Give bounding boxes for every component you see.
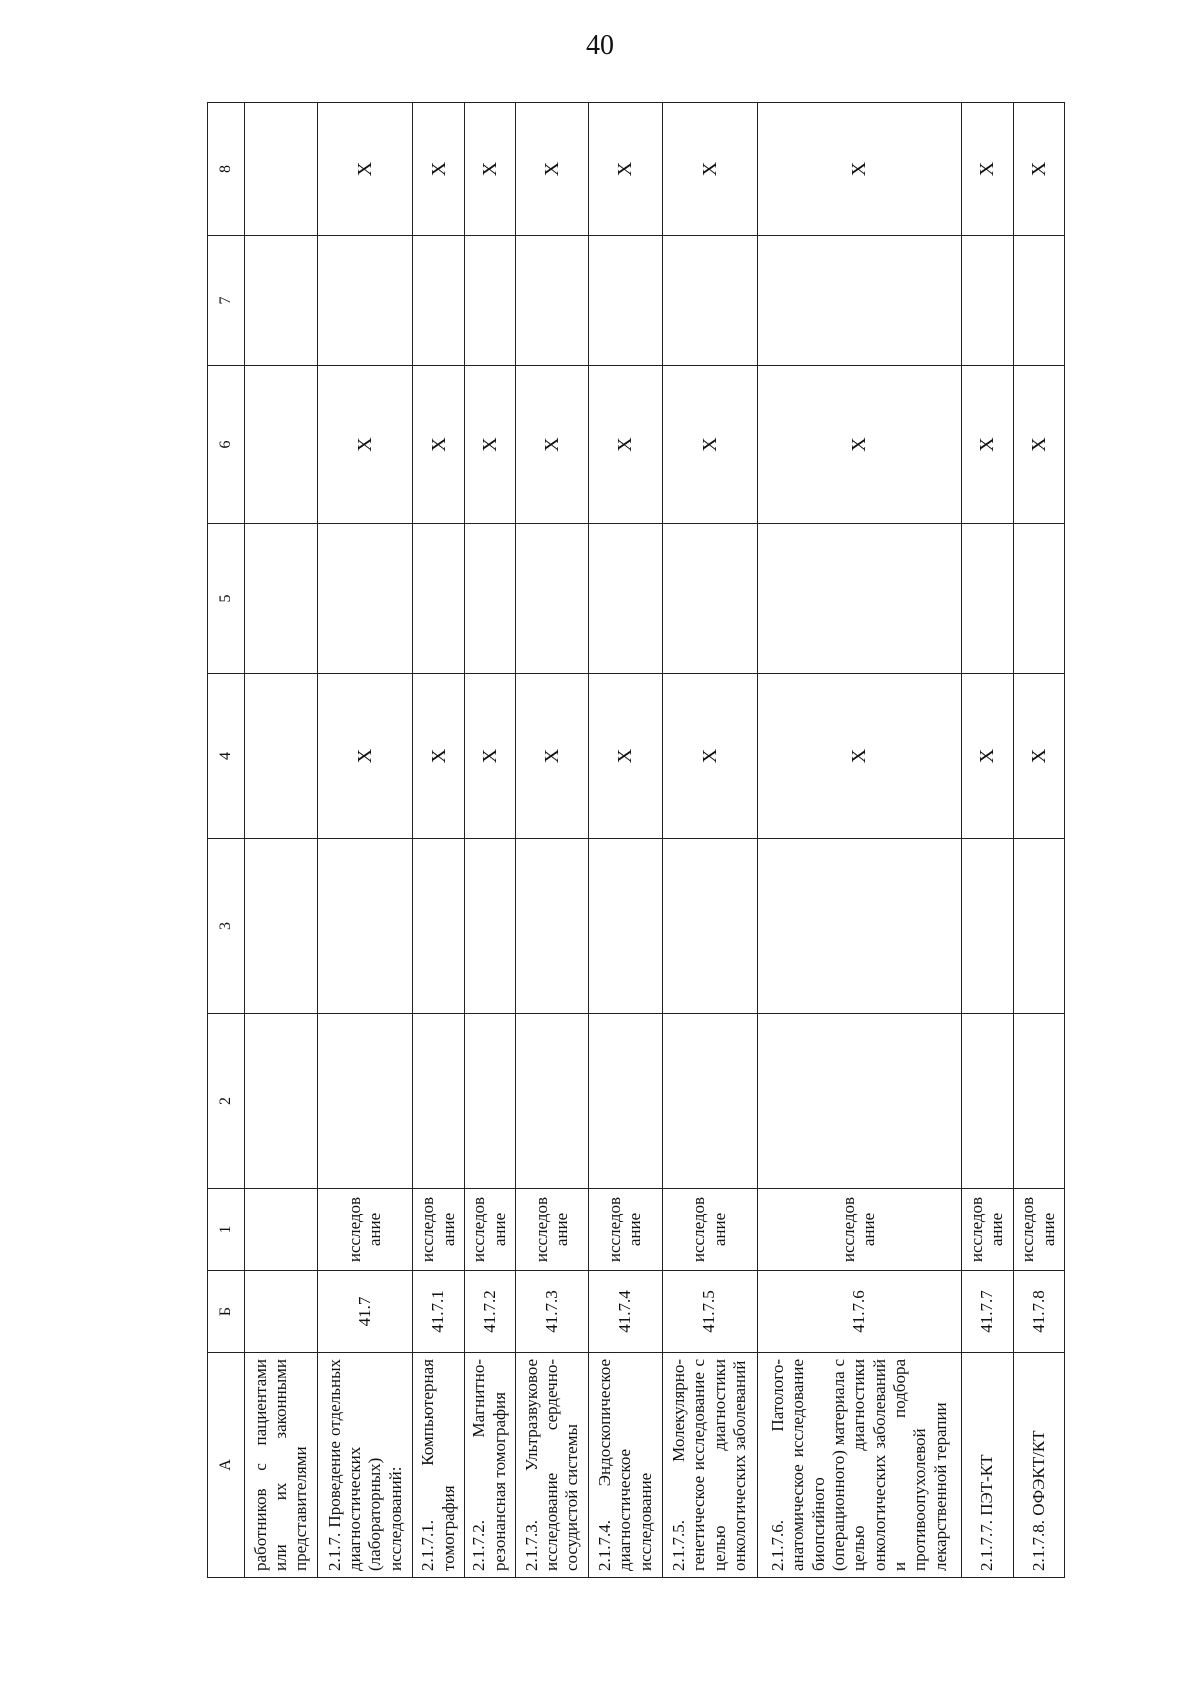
cell-col-3 xyxy=(464,839,515,1014)
cell-code: 41.7.7 xyxy=(962,1271,1013,1353)
cell-col-4: Х xyxy=(757,674,962,839)
cell-unit: исследование xyxy=(662,1189,757,1271)
cell-col-8: Х xyxy=(1013,103,1064,236)
cell-col-3 xyxy=(1013,839,1064,1014)
cell-col-6: Х xyxy=(962,366,1013,524)
cell-code: 41.7.6 xyxy=(757,1271,962,1353)
cell-name: 2.1.7. Проведение отдельных диагностических (лабораторных) исследований: xyxy=(318,1353,413,1578)
cell-col-3 xyxy=(516,839,589,1014)
table-row xyxy=(245,103,318,1578)
cell-col-8: Х xyxy=(962,103,1013,236)
cell-code: 41.7 xyxy=(318,1271,413,1353)
table-row xyxy=(318,103,413,1578)
cell-unit: исследование xyxy=(464,1189,515,1271)
header-cell-3: 3 xyxy=(208,839,245,1014)
header-cell-5: 5 xyxy=(208,524,245,674)
cell-col-4: Х xyxy=(318,674,413,839)
cell-col-5 xyxy=(962,524,1013,674)
cell-col-6: Х xyxy=(318,366,413,524)
page-number: 40 xyxy=(586,30,614,61)
cell-col-7 xyxy=(757,236,962,366)
cell-name: 2.1.7.5. Молекулярно-генетическое исследование с целью диагностики онкологических заболеваний xyxy=(662,1353,757,1578)
cell-col-4: Х xyxy=(662,674,757,839)
header-cell-7: 7 xyxy=(208,236,245,366)
cell-col-5 xyxy=(757,524,962,674)
cell-name: 2.1.7.7. ПЭТ-КТ xyxy=(962,1353,1013,1578)
cell-col-3 xyxy=(245,839,318,1014)
rotated-table-container xyxy=(207,103,1065,1578)
cell-name: 2.1.7.6. Патолого-анатомическое исследование биопсийного (операционного) материала с целью диагностики онкологических заболеваний и подбора противоопухолевой лекарственной терапии xyxy=(757,1353,962,1578)
cell-col-5 xyxy=(662,524,757,674)
cell-col-5 xyxy=(464,524,515,674)
cell-col-8 xyxy=(245,103,318,236)
table-row xyxy=(589,103,662,1578)
cell-col-5 xyxy=(318,524,413,674)
cell-col-4: Х xyxy=(589,674,662,839)
cell-col-2 xyxy=(589,1014,662,1189)
cell-unit: исследование xyxy=(962,1189,1013,1271)
header-cell-4: 4 xyxy=(208,674,245,839)
cell-col-4 xyxy=(245,674,318,839)
table-row xyxy=(962,103,1013,1578)
cell-col-6: Х xyxy=(516,366,589,524)
cell-col-2 xyxy=(962,1014,1013,1189)
cell-code: 41.7.8 xyxy=(1013,1271,1064,1353)
cell-name: 2.1.7.4. Эндоскопическое диагностическое исследование xyxy=(589,1353,662,1578)
cell-col-4: Х xyxy=(1013,674,1064,839)
cell-col-2 xyxy=(413,1014,464,1189)
cell-col-3 xyxy=(757,839,962,1014)
cell-col-3 xyxy=(662,839,757,1014)
cell-col-3 xyxy=(413,839,464,1014)
table-row xyxy=(1013,103,1064,1578)
cell-col-8: Х xyxy=(318,103,413,236)
table-row xyxy=(413,103,464,1578)
cell-col-5 xyxy=(516,524,589,674)
services-table xyxy=(207,102,1065,1578)
cell-col-3 xyxy=(962,839,1013,1014)
table-row xyxy=(464,103,515,1578)
cell-col-8: Х xyxy=(662,103,757,236)
cell-col-5 xyxy=(413,524,464,674)
header-cell-2: 2 xyxy=(208,1014,245,1189)
cell-col-4: Х xyxy=(464,674,515,839)
cell-col-6: Х xyxy=(589,366,662,524)
cell-col-2 xyxy=(757,1014,962,1189)
table-row xyxy=(662,103,757,1578)
cell-code: 41.7.2 xyxy=(464,1271,515,1353)
cell-col-4: Х xyxy=(962,674,1013,839)
cell-code: 41.7.1 xyxy=(413,1271,464,1353)
cell-col-6 xyxy=(245,366,318,524)
cell-col-2 xyxy=(464,1014,515,1189)
cell-name: 2.1.7.1. Компьютерная томография xyxy=(413,1353,464,1578)
header-cell-8: 8 xyxy=(208,103,245,236)
cell-code: 41.7.3 xyxy=(516,1271,589,1353)
table-row xyxy=(516,103,589,1578)
cell-code: 41.7.5 xyxy=(662,1271,757,1353)
cell-col-7 xyxy=(516,236,589,366)
cell-col-2 xyxy=(662,1014,757,1189)
cell-name: 2.1.7.3. Ультразвуковое исследование сердечно-сосудистой системы xyxy=(516,1353,589,1578)
cell-col-8: Х xyxy=(464,103,515,236)
cell-col-6: Х xyxy=(413,366,464,524)
cell-col-6: Х xyxy=(757,366,962,524)
cell-code xyxy=(245,1271,318,1353)
cell-code: 41.7.4 xyxy=(589,1271,662,1353)
cell-col-7 xyxy=(464,236,515,366)
cell-col-8: Х xyxy=(589,103,662,236)
header-cell-a: А xyxy=(208,1353,245,1578)
cell-name: 2.1.7.8. ОФЭКТ/КТ xyxy=(1013,1353,1064,1578)
cell-unit: исследование xyxy=(318,1189,413,1271)
cell-col-2 xyxy=(245,1014,318,1189)
table-row xyxy=(757,103,962,1578)
header-cell-b: Б xyxy=(208,1271,245,1353)
cell-col-2 xyxy=(318,1014,413,1189)
cell-col-3 xyxy=(589,839,662,1014)
cell-col-7 xyxy=(245,236,318,366)
cell-col-7 xyxy=(662,236,757,366)
cell-col-4: Х xyxy=(516,674,589,839)
cell-col-6: Х xyxy=(662,366,757,524)
cell-col-3 xyxy=(318,839,413,1014)
header-row xyxy=(208,103,245,1578)
cell-col-6: Х xyxy=(464,366,515,524)
cell-col-8: Х xyxy=(516,103,589,236)
cell-name: 2.1.7.2. Магнитно-резонансная томография xyxy=(464,1353,515,1578)
cell-unit: исследование xyxy=(413,1189,464,1271)
cell-col-7 xyxy=(1013,236,1064,366)
cell-unit: исследование xyxy=(757,1189,962,1271)
cell-col-2 xyxy=(516,1014,589,1189)
cell-col-5 xyxy=(589,524,662,674)
cell-col-8: Х xyxy=(757,103,962,236)
cell-col-5 xyxy=(1013,524,1064,674)
cell-unit: исследование xyxy=(516,1189,589,1271)
header-cell-1: 1 xyxy=(208,1189,245,1271)
cell-name: работников с пациентами или их законными представителями xyxy=(245,1353,318,1578)
cell-col-7 xyxy=(318,236,413,366)
cell-col-8: Х xyxy=(413,103,464,236)
cell-col-7 xyxy=(589,236,662,366)
cell-unit xyxy=(245,1189,318,1271)
cell-col-7 xyxy=(962,236,1013,366)
header-cell-6: 6 xyxy=(208,366,245,524)
cell-unit: исследование xyxy=(589,1189,662,1271)
cell-col-5 xyxy=(245,524,318,674)
cell-col-7 xyxy=(413,236,464,366)
cell-col-2 xyxy=(1013,1014,1064,1189)
cell-unit: исследование xyxy=(1013,1189,1064,1271)
cell-col-6: Х xyxy=(1013,366,1064,524)
cell-col-4: Х xyxy=(413,674,464,839)
